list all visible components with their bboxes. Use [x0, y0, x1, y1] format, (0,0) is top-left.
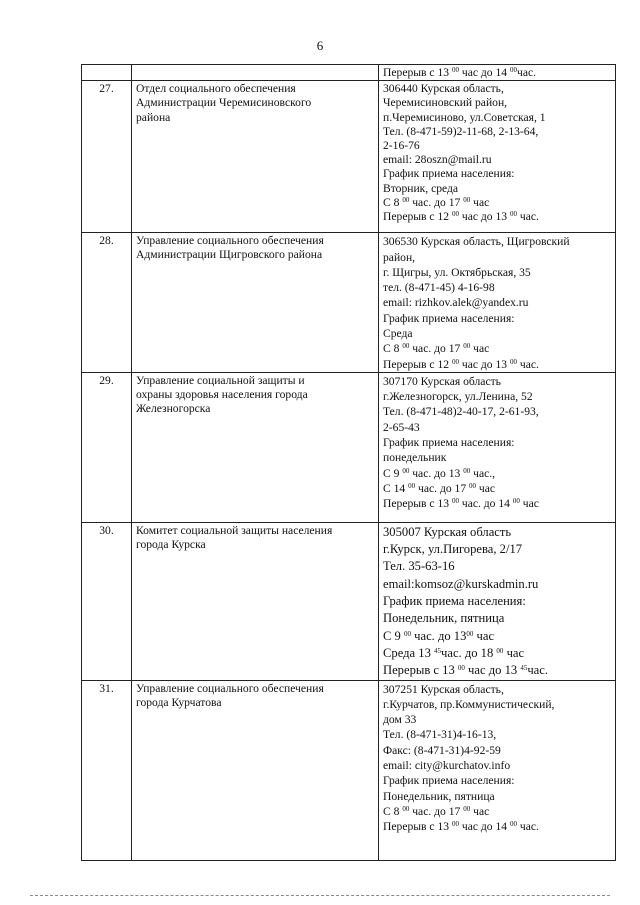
organization-line: Комитет социальной защиты населения — [136, 523, 333, 537]
table-row — [82, 233, 616, 373]
schedule-days: Вторник, среда — [383, 181, 459, 195]
schedule-heading: График приема населения: — [383, 774, 515, 788]
schedule-heading: График приема населения: — [383, 167, 515, 181]
contact-line: дом 33 — [383, 713, 417, 727]
contact-line: район, — [383, 250, 416, 264]
contact-line: 307170 Курская область — [383, 374, 501, 388]
contact-cell — [379, 372, 616, 522]
schedule-days: Понедельник, пятница — [383, 611, 505, 626]
contact-line: 307251 Курская область, — [383, 682, 504, 696]
page-number: 6 — [316, 38, 324, 53]
row-number: 30. — [82, 522, 132, 680]
contact-line: 306440 Курская область, — [383, 82, 504, 96]
hours-line: Перерыв с 13 $^{00}$ час. до 14 $^{00}$ час — [383, 497, 539, 511]
organization-line: Управление социального обеспечения — [136, 681, 324, 695]
hours-line: Перерыв с 12 $^{00}$ час до 13 $^{00}$ час. — [383, 357, 539, 371]
contact-line: г.Курчатов, пр.Коммунистический, — [383, 697, 555, 711]
hours-line: С 8 $^{00}$ час. до 17 $^{00}$ час — [383, 195, 490, 209]
table-row-continuation — [82, 65, 616, 81]
hours-line: Среда 13 $^{45}$час. до 18 $^{00}$ час — [383, 645, 525, 660]
email-line: email:komsoz@kurskadmin.ru — [383, 576, 539, 591]
contact-line: Черемисиновский район, — [383, 96, 508, 110]
contact-line: Тел. 35-63-16 — [383, 559, 455, 574]
row-number: 29. — [82, 372, 132, 522]
contact-cell — [379, 680, 616, 860]
hours-line: Перерыв с 12 $^{00}$ час до 13 $^{00}$ час. — [383, 210, 539, 224]
contact-line: 306530 Курская область, Щигровский — [383, 235, 570, 249]
email-line: email: 28oszn@mail.ru — [383, 153, 492, 167]
table-row — [82, 522, 616, 680]
contact-line: г. Щигры, ул. Октябрьская, 35 — [383, 265, 531, 279]
row-number: 28. — [82, 233, 132, 373]
number-cell — [82, 65, 132, 81]
email-line: email: city@kurchatov.info — [383, 759, 511, 773]
organization-line: района — [136, 110, 171, 124]
organization-line: Управление социального обеспечения — [136, 234, 324, 248]
contact-cell — [379, 81, 616, 233]
contact-line: 2-65-43 — [383, 420, 420, 434]
scan-artifact-line — [30, 895, 610, 899]
hours-line: С 9 $^{00}$ час. до 13 $^{00}$ час., — [383, 466, 496, 480]
organization-line: Управление социальной защиты и — [136, 373, 305, 387]
contact-line: г.Курск, ул.Пигорева, 2/17 — [383, 542, 523, 557]
contact-line: 305007 Курская область — [383, 524, 512, 539]
organization-line: Железногорска — [136, 402, 211, 416]
hours-line: С 8 $^{00}$ час. до 17 $^{00}$ час — [383, 342, 490, 356]
contact-cell — [379, 233, 616, 373]
hours-line: Перерыв с 13 $^{00}$ час до 13 $^{45}$час. — [383, 663, 548, 678]
contact-line: п.Черемисиново, ул.Советская, 1 — [383, 110, 546, 124]
contact-line: Тел. (8-471-59)2-11-68, 2-13-64, — [383, 124, 539, 138]
hours-line: С 8 $^{00}$ час. до 17 $^{00}$ час — [383, 804, 490, 818]
hours-line: Перерыв с 13 $^{00}$ час до 14 $^{00}$ час. — [383, 820, 539, 834]
organization-line: Администрации Черемисиновского — [136, 96, 312, 110]
hours-line: С 9 $^{00}$ час. до $13^{00}$ час — [383, 628, 495, 643]
contact-cell — [379, 65, 616, 81]
organization-cell — [132, 680, 379, 860]
organization-cell — [132, 81, 379, 233]
email-line: email: rizhkov.alek@yandex.ru — [383, 296, 529, 310]
contact-line: Тел. (8-471-48)2-40-17, 2-61-93, — [383, 405, 539, 419]
schedule-days: понедельник — [383, 451, 447, 465]
schedule-days: Среда — [383, 326, 413, 340]
contact-line: Тел. (8-471-31)4-16-13, — [383, 728, 497, 742]
contact-line: г.Железногорск, ул.Ленина, 52 — [383, 390, 533, 404]
schedule-days: Понедельник, пятница — [383, 789, 495, 803]
organization-cell — [132, 65, 379, 81]
contact-line: тел. (8-471-45) 4-16-98 — [383, 281, 495, 295]
hours-line: С 14 $^{00}$ час. до 17 $^{00}$ час — [383, 481, 496, 495]
row-number: 31. — [82, 680, 132, 860]
table-row — [82, 81, 616, 233]
table-row — [82, 680, 616, 860]
organization-line: города Курска — [136, 538, 206, 552]
schedule-heading: График приема населения: — [383, 311, 515, 325]
row-number: 27. — [82, 81, 132, 233]
table-row — [82, 372, 616, 522]
organization-cell — [132, 522, 379, 680]
schedule-heading: График приема населения: — [383, 594, 526, 609]
hours-line: Перерыв с 13 $^{00}$ час до 14 $^{00}$час. — [383, 66, 537, 79]
organization-line: Отдел социального обеспечения — [136, 82, 296, 96]
organization-line: Администрации Щигровского района — [136, 248, 323, 262]
institutions-table — [81, 64, 616, 861]
schedule-heading: График приема населения: — [383, 436, 515, 450]
contact-cell — [379, 522, 616, 680]
organization-cell — [132, 233, 379, 373]
organization-line: города Курчатова — [136, 695, 222, 709]
contact-line: 2-16-76 — [383, 139, 420, 153]
contact-line: Факс: (8-471-31)4-92-59 — [383, 743, 501, 757]
organization-cell — [132, 372, 379, 522]
organization-line: охраны здоровья населения города — [136, 388, 308, 402]
